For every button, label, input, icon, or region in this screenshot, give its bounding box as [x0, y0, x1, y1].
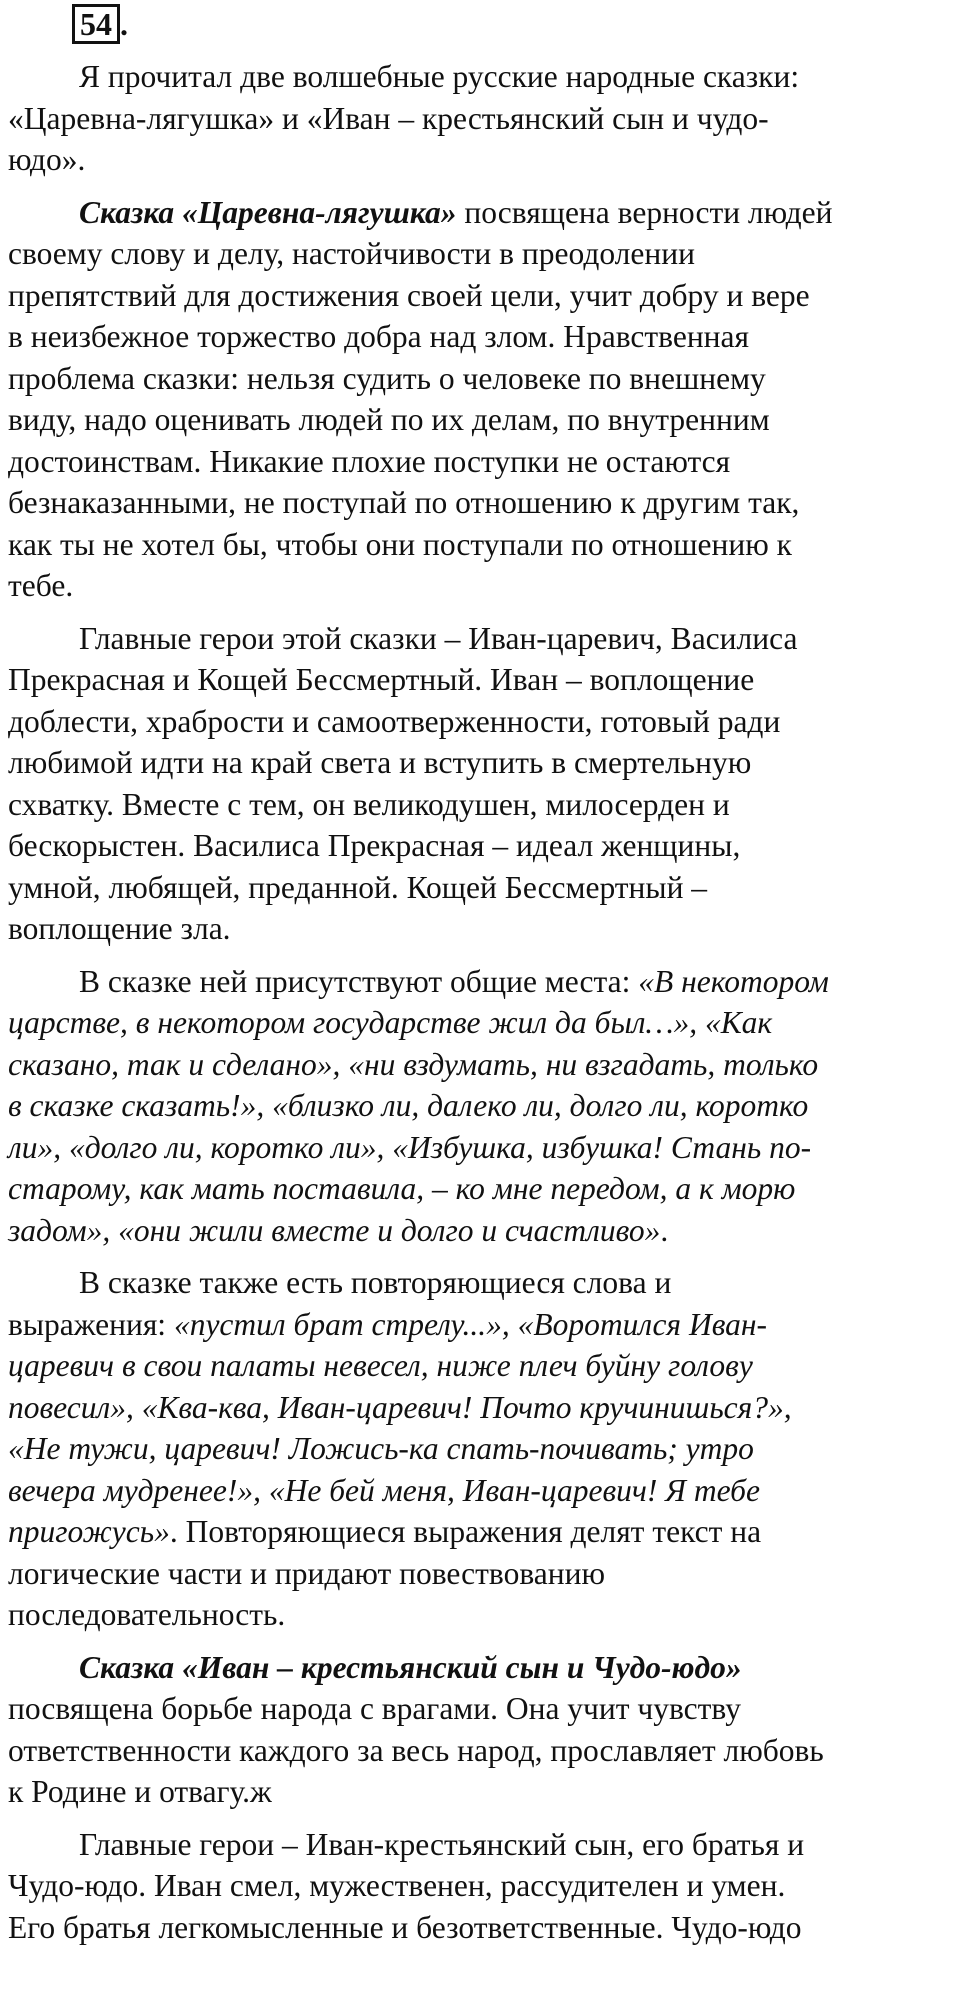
text-line — [8, 701, 952, 743]
paragraph-first-line — [8, 1824, 952, 1866]
task-number — [72, 4, 128, 42]
text-run: Главные герои – Иван-крестьянский сын, его братья и — [79, 1826, 805, 1862]
italic-quote: пригожусь» — [8, 1514, 170, 1549]
text-line — [8, 1470, 952, 1512]
text-run: как ты не хотел бы, чтобы они поступали по отношению к — [8, 526, 792, 562]
bold-italic-heading: Сказка «Иван – крестьянский сын и Чудо-юдо» — [79, 1649, 742, 1685]
text-line — [8, 1730, 952, 1772]
text-run: Главные герои этой сказки – Иван-царевич, Василиса — [79, 620, 798, 656]
text-run: Я прочитал две волшебные русские народные сказки: — [79, 59, 800, 94]
text-line — [8, 275, 952, 317]
italic-quote: «пустил брат стрелу...», «Воротился Иван- — [173, 1306, 768, 1342]
text-line — [8, 659, 952, 701]
text-line — [8, 524, 952, 566]
text-run: логические части и придают повествованию — [8, 1555, 606, 1591]
italic-quote: ли», «долго ли, коротко ли», «Избушка, избушка! Стань по- — [8, 1129, 812, 1165]
text-run: доблести, храбрости и самоотверженности, готовый ради — [8, 703, 781, 739]
paragraph — [8, 192, 952, 607]
paragraph — [8, 56, 952, 181]
italic-quote: повесил», «Ква-ква, Иван-царевич! Почто кручинишься?», — [8, 1389, 792, 1425]
paragraph — [8, 1262, 952, 1636]
text-run: В сказке ней присутствуют общие места: — [79, 963, 639, 999]
text-line — [8, 742, 952, 784]
italic-quote: старому, как мать поставила, – ко мне передом, а к морю — [8, 1171, 796, 1206]
paragraph-first-line — [8, 56, 952, 98]
italic-quote: сказано, так и сделано», «ни вздумать, ни взгадать, только — [8, 1046, 819, 1082]
text-run: выражения: — [8, 1306, 174, 1342]
text-line — [8, 1044, 952, 1086]
text-line — [8, 565, 952, 607]
text-line — [8, 1345, 952, 1387]
text-run: схватку. Вместе с тем, он великодушен, милосерден и — [8, 786, 730, 822]
text-line — [8, 867, 952, 909]
text-run: . Повторяющиеся выражения делят текст на — [169, 1514, 762, 1549]
italic-quote: «В некотором — [638, 963, 829, 999]
paragraph — [8, 1647, 952, 1813]
text-run: . — [660, 1212, 669, 1248]
paragraph-first-line — [8, 961, 952, 1003]
text-run: Прекрасная и Кощей Бессмертный. Иван – воплощение — [8, 662, 755, 697]
paragraph-first-line — [8, 618, 952, 660]
italic-quote: царстве, в некотором государстве жил да был…», «Как — [8, 1005, 773, 1040]
task-number-box: 54 — [72, 4, 120, 44]
text-line — [8, 1865, 952, 1907]
text-line — [8, 1553, 952, 1595]
italic-quote: задом», «они жили вместе и долго и счастливо» — [8, 1212, 661, 1248]
text-run: бескорыстен. Василиса Прекрасная – идеал женщины, — [8, 828, 741, 863]
text-run: в неизбежное торжество добра над злом. Нравственная — [8, 319, 750, 354]
text-run: умной, любящей, преданной. Кощей Бессмертный – — [8, 869, 708, 905]
text-line — [8, 139, 952, 181]
text-line — [8, 1168, 952, 1210]
italic-quote: вечера мудренее!», «Не бей меня, Иван-царевич! Я тебе — [8, 1472, 760, 1508]
text-line — [8, 1002, 952, 1044]
text-line — [8, 1594, 952, 1636]
text-run: к Родине и отвагу.ж — [8, 1774, 272, 1809]
paragraph-first-line — [8, 1262, 952, 1304]
text-run: безнаказанными, не поступай по отношению к другим так, — [8, 485, 800, 520]
italic-quote: «Не тужи, царевич! Ложись-ка спать-почивать; утро — [8, 1431, 754, 1466]
text-line — [8, 316, 952, 358]
task-number-suffix: . — [120, 6, 128, 42]
text-run: виду, надо оценивать людей по их делам, по внутренним — [8, 402, 770, 437]
text-line — [8, 784, 952, 826]
paragraph-first-line — [8, 192, 952, 234]
text-line — [8, 98, 952, 140]
text-run: препятствий для достижения своей цели, учит добру и вере — [8, 277, 810, 313]
text-line — [8, 825, 952, 867]
text-run: юдо». — [8, 142, 86, 177]
text-run: посвящена борьбе народа с врагами. Она учит чувству — [8, 1691, 741, 1726]
text-line — [8, 1127, 952, 1169]
text-run: тебе. — [8, 568, 74, 603]
text-run: достоинствам. Никакие плохие поступки не остаются — [8, 443, 731, 479]
text-line — [8, 1688, 952, 1730]
text-line — [8, 482, 952, 524]
paragraph — [8, 618, 952, 950]
text-run: воплощение зла. — [8, 911, 231, 946]
text-run: Его братья легкомысленные и безответственные. Чудо-юдо — [8, 1909, 802, 1945]
text-run: Чудо-юдо. Иван смел, мужественен, рассудителен и умен. — [8, 1868, 786, 1903]
text-run: любимой идти на край света и вступить в смертельную — [8, 745, 752, 780]
text-line — [8, 1210, 952, 1252]
text-line — [8, 1907, 952, 1949]
paragraph — [8, 961, 952, 1252]
text-line — [8, 1304, 952, 1346]
text-run: своему слову и делу, настойчивости в преодолении — [8, 236, 695, 271]
text-line — [8, 1085, 952, 1127]
text-line — [8, 358, 952, 400]
text-run: ответственности каждого за весь народ, прославляет любовь — [8, 1732, 824, 1768]
text-line — [8, 233, 952, 275]
text-run: «Царевна-лягушка» и «Иван – крестьянский сын и чудо- — [8, 100, 769, 136]
paragraph — [8, 1824, 952, 1949]
answer-text — [8, 56, 952, 1959]
text-line — [8, 399, 952, 441]
text-run: посвящена верности людей — [456, 194, 833, 230]
text-line — [8, 1511, 952, 1553]
italic-quote: в сказке сказать!», «близко ли, далеко ли, долго ли, коротко — [8, 1088, 809, 1123]
text-line — [8, 908, 952, 950]
bold-italic-heading: Сказка «Царевна-лягушка» — [79, 194, 457, 230]
text-line — [8, 1387, 952, 1429]
text-run: проблема сказки: нельзя судить о человеке по внешнему — [8, 360, 766, 396]
text-line — [8, 441, 952, 483]
text-line — [8, 1771, 952, 1813]
text-run: последовательность. — [8, 1597, 286, 1632]
text-line — [8, 1428, 952, 1470]
italic-quote: царевич в свои палаты невесел, ниже плеч буйну голову — [8, 1348, 753, 1383]
text-run: В сказке также есть повторяющиеся слова и — [79, 1265, 672, 1300]
paragraph-first-line — [8, 1647, 952, 1689]
